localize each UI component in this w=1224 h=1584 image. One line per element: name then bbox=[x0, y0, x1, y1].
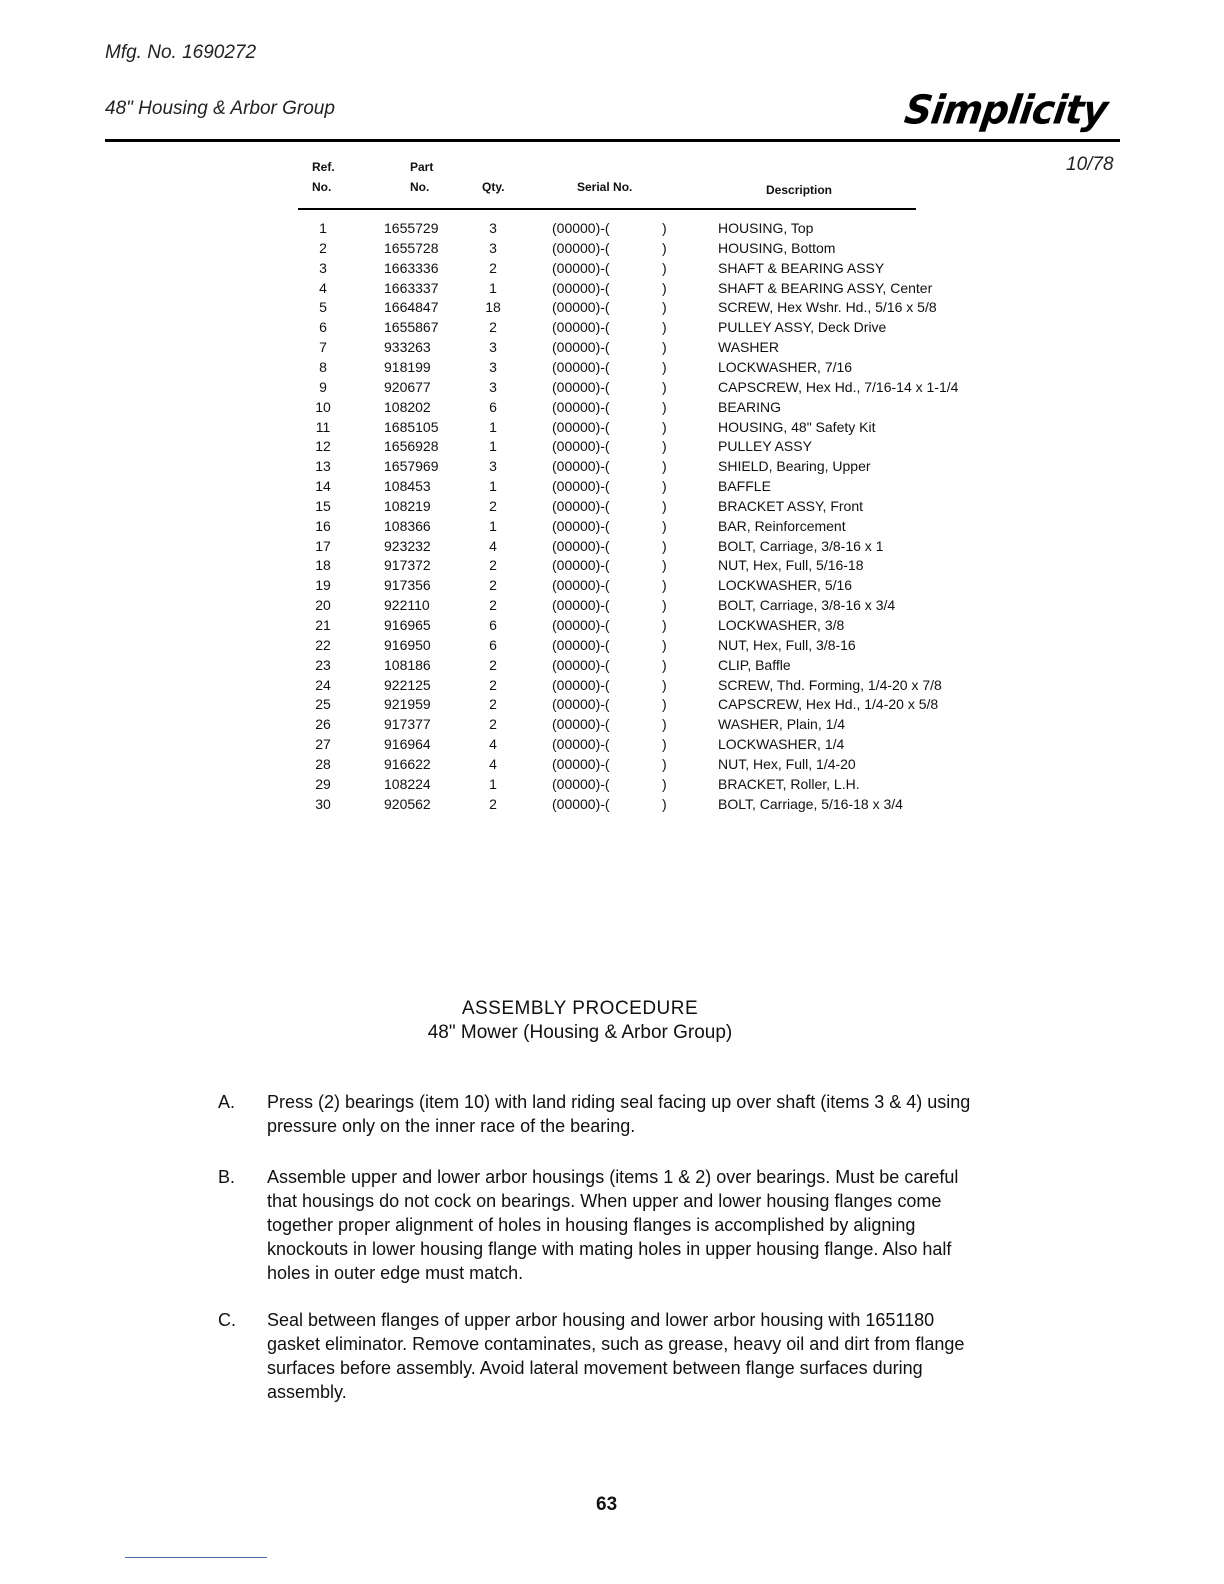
cell-serial-no: (00000)-( bbox=[552, 517, 610, 534]
cell-qty: 4 bbox=[489, 755, 497, 772]
cell-description: BRACKET, Roller, L.H. bbox=[718, 775, 860, 792]
cell-serial-bracket: ) bbox=[662, 319, 667, 336]
cell-part-no: 917377 bbox=[384, 716, 431, 733]
cell-qty: 2 bbox=[489, 319, 497, 336]
cell-part-no: 1655729 bbox=[384, 220, 439, 236]
cell-part-no: 923232 bbox=[384, 537, 431, 554]
cell-part-no: 916965 bbox=[384, 617, 431, 633]
cell-part-no: 1664847 bbox=[384, 299, 439, 316]
cell-serial-bracket: ) bbox=[662, 378, 667, 395]
cell-qty: 2 bbox=[489, 557, 497, 574]
table-row bbox=[0, 675, 1000, 695]
table-row bbox=[0, 516, 1000, 536]
cell-qty: 2 bbox=[489, 676, 497, 693]
table-row bbox=[0, 377, 1000, 397]
table-row bbox=[0, 278, 1000, 298]
cell-part-no: 916950 bbox=[384, 636, 431, 653]
cell-description: LOCKWASHER, 3/8 bbox=[718, 617, 845, 633]
cell-ref-no: 12 bbox=[315, 438, 331, 455]
table-row bbox=[0, 555, 1000, 575]
cell-qty: 1 bbox=[489, 775, 497, 792]
table-row bbox=[0, 337, 1000, 357]
col-header-part-line2: No. bbox=[410, 180, 430, 194]
cell-serial-bracket: ) bbox=[662, 597, 667, 614]
cell-qty: 3 bbox=[489, 458, 497, 475]
cell-serial-no: (00000)-( bbox=[552, 319, 610, 336]
cell-ref-no: 20 bbox=[315, 597, 331, 614]
cell-qty: 3 bbox=[489, 378, 497, 395]
cell-ref-no: 7 bbox=[319, 339, 327, 356]
cell-description: CAPSCREW, Hex Hd., 1/4-20 x 5/8 bbox=[718, 696, 939, 713]
table-row bbox=[0, 238, 1000, 258]
cell-serial-bracket: ) bbox=[662, 517, 667, 534]
cell-ref-no: 26 bbox=[315, 716, 331, 733]
cell-qty: 1 bbox=[489, 478, 497, 495]
cell-part-no: 916622 bbox=[384, 755, 431, 772]
cell-description: SCREW, Hex Wshr. Hd., 5/16 x 5/8 bbox=[718, 299, 937, 316]
cell-ref-no: 29 bbox=[315, 775, 331, 792]
cell-serial-bracket: ) bbox=[662, 775, 667, 792]
cell-part-no: 1655728 bbox=[384, 239, 439, 256]
cell-qty: 4 bbox=[489, 736, 497, 753]
cell-serial-no: (00000)-( bbox=[552, 438, 610, 455]
cell-qty: 2 bbox=[489, 656, 497, 673]
cell-description: HOUSING, 48" Safety Kit bbox=[718, 418, 876, 435]
cell-serial-no: (00000)-( bbox=[552, 239, 610, 256]
col-header-part bbox=[410, 157, 433, 197]
table-row bbox=[0, 635, 1000, 655]
cell-serial-bracket: ) bbox=[662, 636, 667, 653]
table-row bbox=[0, 436, 1000, 456]
cell-serial-bracket: ) bbox=[662, 239, 667, 256]
cell-serial-no: (00000)-( bbox=[552, 378, 610, 395]
cell-serial-no: (00000)-( bbox=[552, 478, 610, 495]
cell-qty: 2 bbox=[489, 577, 497, 594]
step-letter: A. bbox=[218, 1092, 236, 1112]
cell-description: LOCKWASHER, 5/16 bbox=[718, 577, 853, 594]
cell-serial-no: (00000)-( bbox=[552, 398, 610, 415]
table-row bbox=[0, 754, 1000, 774]
cell-part-no: 1685105 bbox=[384, 418, 439, 435]
cell-serial-bracket: ) bbox=[662, 438, 667, 455]
cell-qty: 6 bbox=[489, 636, 497, 653]
cell-description: BAR, Reinforcement bbox=[718, 517, 846, 534]
revision-date: 10/78 bbox=[1066, 154, 1114, 175]
cell-description: PULLEY ASSY bbox=[718, 438, 812, 455]
table-row bbox=[0, 456, 1000, 476]
table-row bbox=[0, 496, 1000, 516]
cell-part-no: 922125 bbox=[384, 676, 431, 693]
cell-serial-no: (00000)-( bbox=[552, 716, 610, 733]
cell-part-no: 920677 bbox=[384, 378, 431, 395]
cell-description: WASHER, Plain, 1/4 bbox=[718, 716, 846, 733]
cell-description: BEARING bbox=[718, 398, 782, 415]
cell-description: SHAFT & BEARING ASSY, Center bbox=[718, 279, 933, 296]
cell-qty: 1 bbox=[489, 517, 497, 534]
cell-description: PULLEY ASSY, Deck Drive bbox=[718, 319, 887, 336]
assembly-subtitle: 48" Mower (Housing & Arbor Group) bbox=[427, 1022, 733, 1043]
cell-ref-no: 24 bbox=[315, 676, 331, 693]
table-row bbox=[0, 476, 1000, 496]
assembly-title: ASSEMBLY PROCEDURE bbox=[461, 998, 699, 1019]
cell-description: CLIP, Baffle bbox=[718, 656, 791, 673]
cell-ref-no: 19 bbox=[315, 577, 331, 594]
cell-description: HOUSING, Bottom bbox=[718, 239, 836, 256]
cell-serial-no: (00000)-( bbox=[552, 279, 610, 296]
cell-qty: 18 bbox=[485, 299, 501, 316]
col-header-ref-line2: No. bbox=[312, 180, 332, 194]
mfg-number: Mfg. No. 1690272 bbox=[105, 42, 257, 63]
cell-serial-bracket: ) bbox=[662, 398, 667, 415]
cell-serial-no: (00000)-( bbox=[552, 299, 610, 316]
cell-serial-bracket: ) bbox=[662, 557, 667, 574]
cell-serial-no: (00000)-( bbox=[552, 458, 610, 475]
step-letter: B. bbox=[218, 1167, 236, 1187]
cell-qty: 1 bbox=[489, 438, 497, 455]
cell-ref-no: 15 bbox=[315, 497, 331, 514]
col-header-qty: Qty. bbox=[482, 180, 505, 194]
table-row bbox=[0, 397, 1000, 417]
table-row bbox=[0, 694, 1000, 714]
cell-ref-no: 23 bbox=[315, 656, 331, 673]
cell-serial-no: (00000)-( bbox=[552, 339, 610, 356]
cell-part-no: 918199 bbox=[384, 358, 431, 375]
cell-serial-bracket: ) bbox=[662, 795, 667, 812]
cell-serial-no: (00000)-( bbox=[552, 259, 610, 276]
cell-part-no: 108202 bbox=[384, 398, 431, 415]
table-row bbox=[0, 317, 1000, 337]
cell-ref-no: 9 bbox=[319, 378, 327, 395]
cell-description: LOCKWASHER, 1/4 bbox=[718, 736, 845, 753]
cell-part-no: 922110 bbox=[384, 597, 430, 614]
cell-serial-no: (00000)-( bbox=[552, 795, 610, 812]
table-row bbox=[0, 774, 1000, 794]
cell-ref-no: 28 bbox=[315, 755, 331, 772]
cell-part-no: 1657969 bbox=[384, 458, 439, 475]
cell-serial-no: (00000)-( bbox=[552, 418, 610, 435]
cell-serial-no: (00000)-( bbox=[552, 597, 610, 614]
cell-serial-no: (00000)-( bbox=[552, 736, 610, 753]
cell-ref-no: 2 bbox=[319, 239, 327, 256]
cell-serial-no: (00000)-( bbox=[552, 755, 610, 772]
table-row bbox=[0, 595, 1000, 615]
cell-description: BOLT, Carriage, 3/8-16 x 1 bbox=[718, 537, 884, 554]
cell-ref-no: 10 bbox=[315, 398, 331, 415]
cell-serial-bracket: ) bbox=[662, 577, 667, 594]
page-number: 63 bbox=[596, 1494, 618, 1515]
cell-part-no: 108186 bbox=[384, 656, 431, 673]
step-letter: C. bbox=[218, 1310, 236, 1330]
cell-qty: 2 bbox=[489, 497, 497, 514]
cell-description: SCREW, Thd. Forming, 1/4-20 x 7/8 bbox=[718, 676, 942, 693]
cell-serial-no: (00000)-( bbox=[552, 775, 610, 792]
cell-description: BAFFLE bbox=[718, 478, 771, 495]
group-title: 48" Housing & Arbor Group bbox=[105, 98, 335, 119]
cell-qty: 3 bbox=[489, 358, 497, 375]
cell-ref-no: 11 bbox=[315, 418, 331, 435]
cell-serial-no: (00000)-( bbox=[552, 577, 610, 594]
simplicity-logo: Simplicity bbox=[901, 86, 1110, 134]
cell-ref-no: 17 bbox=[315, 537, 331, 554]
cell-qty: 6 bbox=[489, 617, 497, 633]
cell-serial-no: (00000)-( bbox=[552, 220, 610, 236]
cell-serial-bracket: ) bbox=[662, 299, 667, 316]
cell-serial-no: (00000)-( bbox=[552, 676, 610, 693]
cell-ref-no: 3 bbox=[319, 259, 327, 276]
col-header-description: Description bbox=[766, 183, 833, 197]
cell-part-no: 108453 bbox=[384, 478, 431, 495]
cell-serial-bracket: ) bbox=[662, 755, 667, 772]
cell-serial-no: (00000)-( bbox=[552, 617, 610, 633]
cell-ref-no: 8 bbox=[319, 358, 327, 375]
table-row bbox=[0, 714, 1000, 734]
cell-serial-no: (00000)-( bbox=[552, 537, 610, 554]
cell-description: BOLT, Carriage, 3/8-16 x 3/4 bbox=[718, 597, 896, 614]
cell-ref-no: 16 bbox=[315, 517, 331, 534]
cell-ref-no: 14 bbox=[315, 478, 331, 495]
cell-ref-no: 18 bbox=[315, 557, 331, 574]
footer-rule bbox=[125, 1557, 267, 1558]
cell-qty: 1 bbox=[489, 279, 497, 296]
table-row bbox=[0, 615, 1000, 635]
col-header-serial: Serial No. bbox=[577, 180, 633, 194]
cell-serial-no: (00000)-( bbox=[552, 656, 610, 673]
cell-serial-bracket: ) bbox=[662, 676, 667, 693]
cell-qty: 4 bbox=[489, 537, 497, 554]
cell-qty: 6 bbox=[489, 398, 497, 415]
cell-description: LOCKWASHER, 7/16 bbox=[718, 358, 853, 375]
cell-ref-no: 22 bbox=[315, 636, 331, 653]
cell-part-no: 108224 bbox=[384, 775, 431, 792]
cell-part-no: 917356 bbox=[384, 577, 431, 594]
cell-serial-bracket: ) bbox=[662, 220, 667, 236]
table-row bbox=[0, 258, 1000, 278]
cell-part-no: 916964 bbox=[384, 736, 431, 753]
cell-serial-bracket: ) bbox=[662, 537, 667, 554]
cell-serial-bracket: ) bbox=[662, 418, 667, 435]
cell-qty: 2 bbox=[489, 259, 497, 276]
table-header-rule bbox=[298, 208, 916, 210]
table-row bbox=[0, 575, 1000, 595]
cell-serial-bracket: ) bbox=[662, 497, 667, 514]
cell-serial-no: (00000)-( bbox=[552, 636, 610, 653]
cell-ref-no: 6 bbox=[319, 319, 327, 336]
cell-qty: 3 bbox=[489, 220, 497, 236]
cell-part-no: 1655867 bbox=[384, 319, 439, 336]
cell-ref-no: 25 bbox=[315, 696, 331, 713]
cell-part-no: 933263 bbox=[384, 339, 431, 356]
cell-serial-no: (00000)-( bbox=[552, 696, 610, 713]
cell-description: WASHER bbox=[718, 339, 779, 356]
cell-description: NUT, Hex, Full, 3/8-16 bbox=[718, 636, 856, 653]
table-row bbox=[0, 417, 1000, 437]
step-text: Assemble upper and lower arbor housings (items 1 & 2) over bearings. Must be careful that housings do not cock on bearings. When upper and lower housing flanges come together proper alignment of holes in housing flanges is accomplished by aligning knockouts in lower housing flange with mating holes in upper housing flange. Also half holes in outer edge must match. bbox=[267, 1167, 959, 1283]
col-header-ref bbox=[312, 157, 335, 197]
cell-serial-bracket: ) bbox=[662, 716, 667, 733]
cell-ref-no: 27 bbox=[315, 736, 331, 753]
cell-qty: 3 bbox=[489, 339, 497, 356]
step-text: Seal between flanges of upper arbor housing and lower arbor housing with 1651180 gasket eliminator. Remove contaminates, such as grease, heavy oil and dirt from flange surfaces before assembly. Avoid lateral movement between flange surfaces during assembly. bbox=[267, 1310, 965, 1402]
cell-serial-no: (00000)-( bbox=[552, 497, 610, 514]
cell-part-no: 108219 bbox=[384, 497, 431, 514]
cell-qty: 2 bbox=[489, 597, 497, 614]
cell-description: SHIELD, Bearing, Upper bbox=[718, 458, 871, 475]
step-text: Press (2) bearings (item 10) with land riding seal facing up over shaft (items 3 & 4) using pressure only on the inner race of the bearing. bbox=[267, 1092, 971, 1136]
cell-serial-bracket: ) bbox=[662, 617, 667, 633]
cell-part-no: 917372 bbox=[384, 557, 431, 574]
cell-qty: 1 bbox=[489, 418, 497, 435]
cell-serial-bracket: ) bbox=[662, 736, 667, 753]
cell-part-no: 921959 bbox=[384, 696, 431, 713]
cell-description: BRACKET ASSY, Front bbox=[718, 497, 863, 514]
cell-serial-no: (00000)-( bbox=[552, 557, 610, 574]
cell-part-no: 920562 bbox=[384, 795, 431, 812]
cell-part-no: 1663337 bbox=[384, 279, 439, 296]
cell-description: CAPSCREW, Hex Hd., 7/16-14 x 1-1/4 bbox=[718, 378, 959, 395]
cell-serial-no: (00000)-( bbox=[552, 358, 610, 375]
col-header-ref-line1: Ref. bbox=[312, 160, 335, 174]
cell-part-no: 108366 bbox=[384, 517, 431, 534]
cell-part-no: 1656928 bbox=[384, 438, 439, 455]
cell-ref-no: 5 bbox=[319, 299, 327, 316]
cell-serial-bracket: ) bbox=[662, 339, 667, 356]
cell-serial-bracket: ) bbox=[662, 279, 667, 296]
cell-description: NUT, Hex, Full, 1/4-20 bbox=[718, 755, 856, 772]
cell-description: NUT, Hex, Full, 5/16-18 bbox=[718, 557, 864, 574]
cell-serial-bracket: ) bbox=[662, 358, 667, 375]
cell-serial-bracket: ) bbox=[662, 656, 667, 673]
cell-part-no: 1663336 bbox=[384, 259, 439, 276]
header-rule bbox=[105, 139, 1120, 142]
table-row bbox=[0, 297, 1000, 317]
table-row bbox=[0, 794, 1000, 814]
cell-description: HOUSING, Top bbox=[718, 220, 814, 236]
cell-qty: 2 bbox=[489, 795, 497, 812]
cell-ref-no: 21 bbox=[315, 617, 331, 633]
cell-serial-bracket: ) bbox=[662, 478, 667, 495]
cell-qty: 2 bbox=[489, 716, 497, 733]
cell-ref-no: 1 bbox=[319, 220, 327, 236]
table-row bbox=[0, 357, 1000, 377]
cell-description: BOLT, Carriage, 5/16-18 x 3/4 bbox=[718, 795, 903, 812]
table-row bbox=[0, 218, 1000, 238]
cell-serial-bracket: ) bbox=[662, 696, 667, 713]
cell-ref-no: 30 bbox=[315, 795, 331, 812]
cell-serial-bracket: ) bbox=[662, 458, 667, 475]
cell-qty: 3 bbox=[489, 239, 497, 256]
cell-qty: 2 bbox=[489, 696, 497, 713]
table-row bbox=[0, 536, 1000, 556]
table-row bbox=[0, 655, 1000, 675]
table-row bbox=[0, 734, 1000, 754]
cell-ref-no: 4 bbox=[319, 279, 327, 296]
cell-description: SHAFT & BEARING ASSY bbox=[718, 259, 885, 276]
cell-serial-bracket: ) bbox=[662, 259, 667, 276]
col-header-part-line1: Part bbox=[410, 160, 434, 174]
cell-ref-no: 13 bbox=[315, 458, 331, 475]
